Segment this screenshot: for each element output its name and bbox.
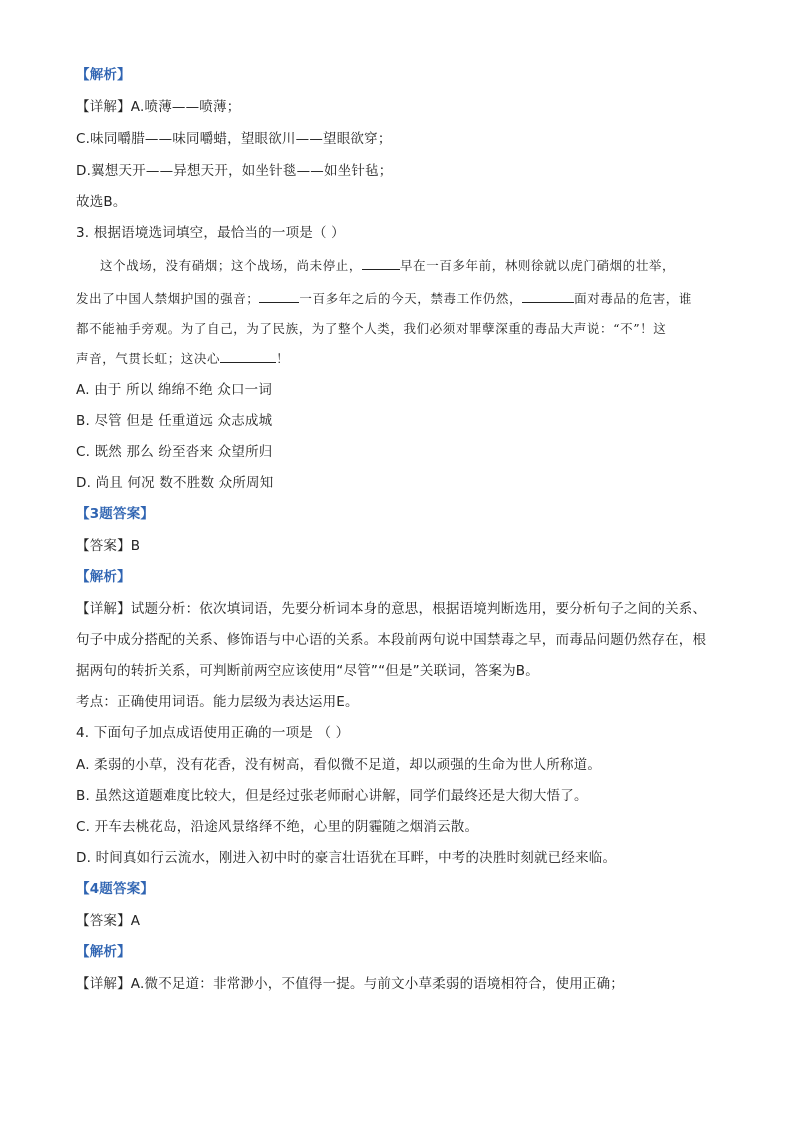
blank-4 [220, 350, 276, 363]
blank-3 [522, 290, 574, 303]
q3-exam-point: 考点：正确使用词语。能力层级为表达运用E。 [76, 694, 359, 710]
q4-option-d: D. 时间真如行云流水，刚进入初中时的豪言壮语犹在耳畔，中考的决胜时刻就已经来临。 [76, 850, 617, 866]
q2-detail-line-3: D.翼想天开——异想天开，如坐针毯——如坐针毡； [76, 163, 393, 179]
q3-passage-line-3: 都不能袖手旁观。为了自己，为了民族，为了整个人类，我们必须对罪孽深重的毒品大声说：“不”！这 [76, 321, 667, 336]
q3-passage-line-1: 这个战场，没有硝烟；这个战场，尚未停止， 早在一百多年前，林则徐就以虎门硝烟的壮举， [100, 258, 676, 273]
q4-question: 4. 下面句子加点成语使用正确的一项是 （ ） [76, 725, 350, 741]
q3-detail-line-2: 句子中成分搭配的关系、修饰语与中心语的关系。本段前两句说中国禁毒之早，而毒品问题仍然存在，根 [76, 632, 707, 648]
q4-option-b: B. 虽然这道题难度比较大，但是经过张老师耐心讲解，同学们最终还是大彻大悟了。 [76, 788, 588, 804]
q4-answer: 【答案】A [76, 913, 141, 929]
q3-detail-line-3: 据两句的转折关系，可判断前两空应该使用“尽管”“但是”关联词，答案为B。 [76, 663, 539, 679]
q4-option-c: C. 开车去桃花岛，沿途风景络绎不绝，心里的阴霾随之烟消云散。 [76, 819, 479, 835]
q4-answer-header: 【4题答案】 [76, 881, 155, 897]
q3-option-a: A. 由于 所以 绵绵不绝 众口一词 [76, 382, 273, 398]
q2-detail-line-2: C.味同嚼腊——味同嚼蜡，望眼欲川——望眼欲穿； [76, 131, 392, 147]
q3-option-b: B. 尽管 但是 任重道远 众志成城 [76, 413, 273, 429]
q3-answer-header: 【3题答案】 [76, 506, 155, 522]
q4-detail-line-1: 【详解】A.微不足道：非常渺小，不值得一提。与前文小草柔弱的语境相符合，使用正确； [76, 976, 624, 992]
analysis-label: 【解析】 [76, 67, 131, 83]
q3-option-c: C. 既然 那么 纷至沓来 众望所归 [76, 444, 273, 460]
q3-passage-line-4: 声音，气贯长虹；这决心 ！ [76, 351, 290, 366]
blank-1 [362, 257, 400, 270]
q3-answer: 【答案】B [76, 538, 141, 554]
q3-option-d: D. 尚且 何况 数不胜数 众所周知 [76, 475, 274, 491]
q3-passage-line-2: 发出了中国人禁烟护国的强音； 一百多年之后的今天，禁毒工作仍然， 面对毒品的危害，谁 [76, 291, 693, 306]
q3-analysis-label: 【解析】 [76, 569, 131, 585]
q4-analysis-label: 【解析】 [76, 944, 131, 960]
q3-detail-line-1: 【详解】试题分析：依次填词语，先要分析词本身的意思，根据语境判断选用，要分析句子之间的关系、 [76, 601, 707, 617]
q4-option-a: A. 柔弱的小草，没有花香，没有树高，看似微不足道，却以顽强的生命为世人所称道。 [76, 757, 602, 773]
q2-conclusion: 故选B。 [76, 194, 127, 210]
q3-question: 3. 根据语境选词填空，最恰当的一项是（ ） [76, 225, 345, 241]
q2-detail-line-1: 【详解】A.喷薄——喷薄； [76, 99, 241, 115]
blank-2 [259, 290, 299, 303]
